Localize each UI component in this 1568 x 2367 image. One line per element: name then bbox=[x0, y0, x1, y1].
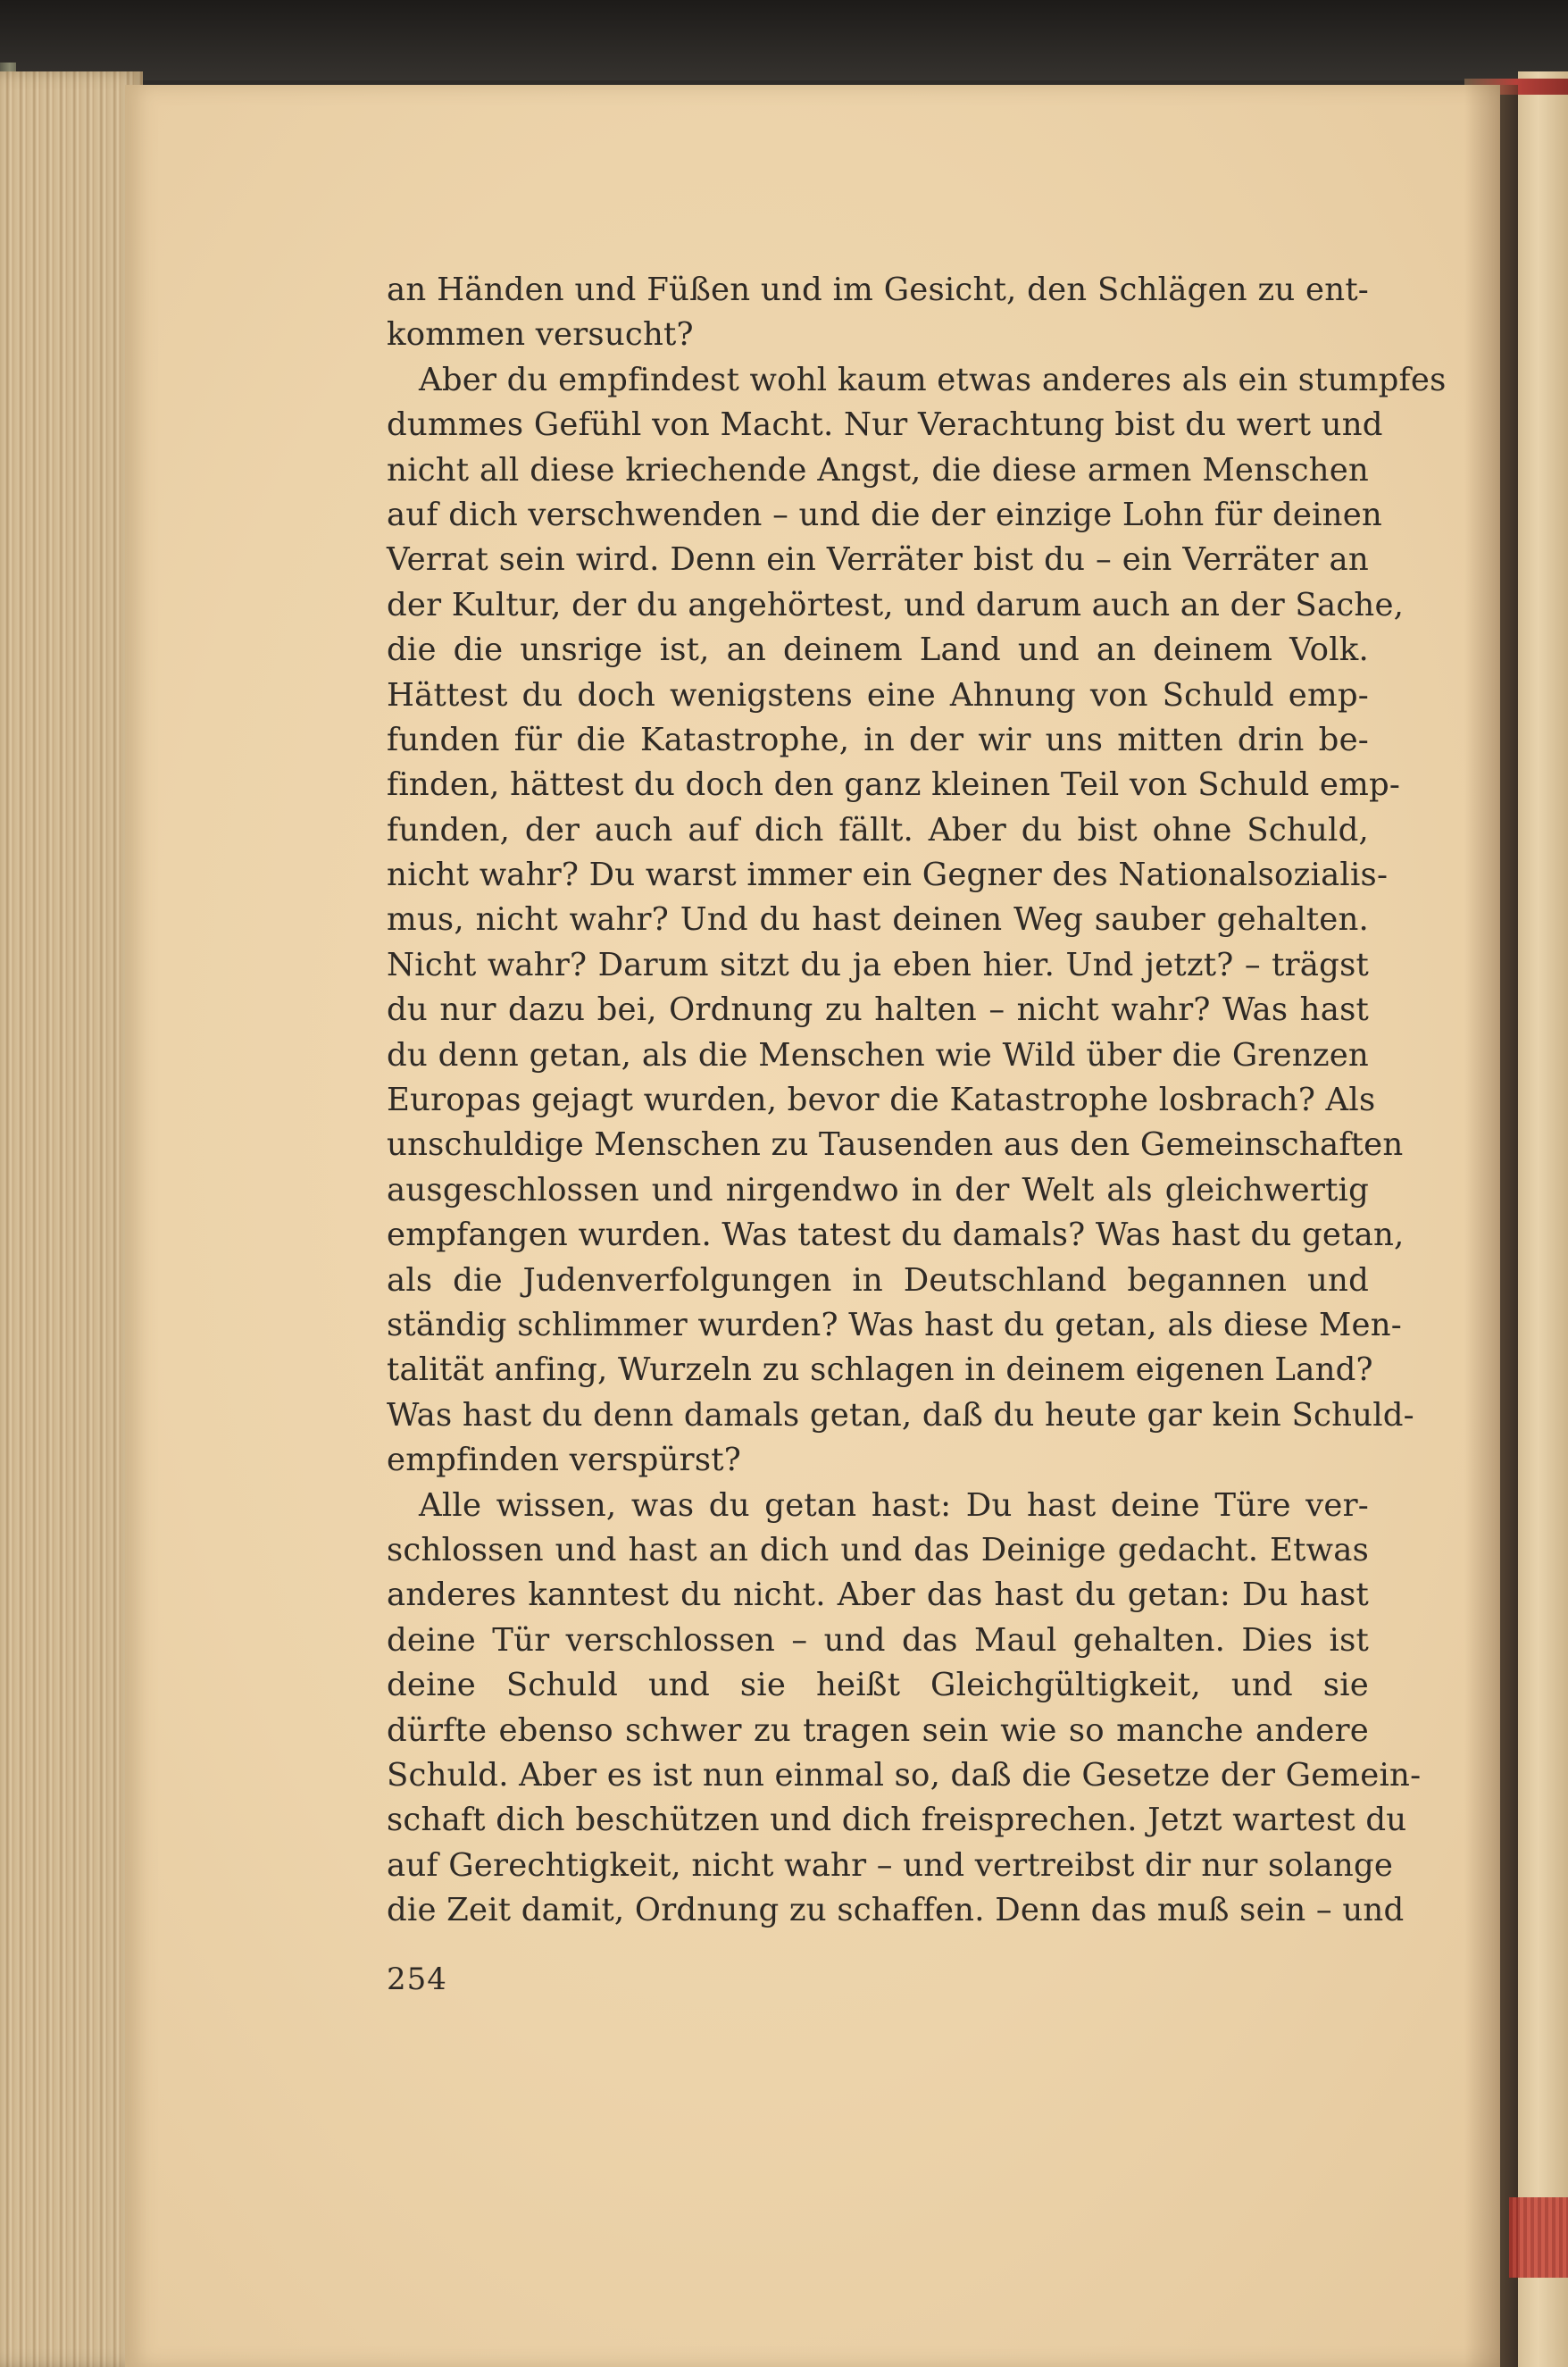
text-line: finden, hättest du doch den ganz kleinen Teil von Schuld emp- bbox=[387, 766, 1401, 804]
text-line: ständig schlimmer wurden? Was hast du getan, als diese Men- bbox=[387, 1306, 1402, 1343]
text-line: dummes Gefühl von Macht. Nur Verachtung bist du wert und bbox=[387, 406, 1383, 444]
text-line: Hättest du doch wenigstens eine Ahnung von Schuld emp- bbox=[387, 676, 1369, 714]
text-line: dürfte ebenso schwer zu tragen sein wie so manche andere bbox=[387, 1711, 1369, 1749]
text-line: die Zeit damit, Ordnung zu schaffen. Denn das muß sein – und bbox=[387, 1892, 1405, 1929]
text-line: auf Gerechtigkeit, nicht wahr – und vertreibst dir nur solange bbox=[387, 1846, 1394, 1884]
scanner-background bbox=[0, 0, 1568, 80]
page-edges bbox=[0, 71, 143, 2367]
text-line: kommen versucht? bbox=[387, 316, 694, 354]
text-line: schlossen und hast an dich und das Deinige gedacht. Etwas bbox=[387, 1531, 1369, 1568]
text-line: als die Judenverfolgungen in Deutschland begannen und bbox=[387, 1261, 1369, 1299]
text-line: der Kultur, der du angehörtest, und darum auch an der Sache, bbox=[387, 586, 1405, 623]
page-gutter bbox=[1464, 85, 1518, 2367]
text-line: Schuld. Aber es ist nun einmal so, daß die Gesetze der Gemein- bbox=[387, 1756, 1422, 1794]
text-line: Verrat sein wird. Denn ein Verräter bist du – ein Verräter an bbox=[387, 541, 1369, 579]
body-text bbox=[387, 268, 1447, 1933]
facing-page-edge bbox=[1518, 71, 1568, 2367]
text-line: du denn getan, als die Menschen wie Wild über die Grenzen bbox=[387, 1036, 1369, 1074]
text-line: nicht wahr? Du warst immer ein Gegner des Nationalsozialis- bbox=[387, 857, 1389, 894]
text-line: empfangen wurden. Was tatest du damals? Was hast du getan, bbox=[387, 1217, 1405, 1254]
text-line: die die unsrige ist, an deinem Land und an deinem Volk. bbox=[387, 631, 1369, 669]
text-line: du nur dazu bei, Ordnung zu halten – nicht wahr? Was hast bbox=[387, 991, 1369, 1029]
text-line: deine Tür verschlossen – und das Maul gehalten. Dies ist bbox=[387, 1621, 1369, 1659]
text-line: Europas gejagt wurden, bevor die Katastrophe losbrach? Als bbox=[387, 1082, 1376, 1119]
page-number: 254 bbox=[387, 1961, 447, 1997]
text-line: Aber du empfindest wohl kaum etwas anderes als ein stumpfes bbox=[419, 361, 1447, 398]
text-line: ausgeschlossen und nirgendwo in der Welt als gleichwertig bbox=[387, 1171, 1369, 1209]
text-line: mus, nicht wahr? Und du hast deinen Weg sauber gehalten. bbox=[387, 901, 1369, 939]
text-line: nicht all diese kriechende Angst, die diese armen Menschen bbox=[387, 451, 1369, 489]
text-line: funden für die Katastrophe, in der wir uns mitten drin be- bbox=[387, 721, 1369, 758]
binding-thread bbox=[1509, 2197, 1568, 2278]
text-line: funden, der auch auf dich fällt. Aber du bist ohne Schuld, bbox=[387, 811, 1369, 849]
text-line: deine Schuld und sie heißt Gleichgültigkeit, und sie bbox=[387, 1667, 1369, 1704]
text-line: schaft dich beschützen und dich freisprechen. Jetzt wartest du bbox=[387, 1802, 1407, 1839]
text-line: Nicht wahr? Darum sitzt du ja eben hier. Und jetzt? – trägst bbox=[387, 946, 1369, 983]
text-line: unschuldige Menschen zu Tausenden aus den Gemeinschaften bbox=[387, 1126, 1404, 1164]
text-line: anderes kanntest du nicht. Aber das hast du getan: Du hast bbox=[387, 1577, 1369, 1614]
text-line: Alle wissen, was du getan hast: Du hast deine Türe ver- bbox=[419, 1486, 1369, 1524]
text-line: Was hast du denn damals getan, daß du heute gar kein Schuld- bbox=[387, 1396, 1414, 1434]
text-line: talität anfing, Wurzeln zu schlagen in deinem eigenen Land? bbox=[387, 1351, 1373, 1389]
text-line: auf dich verschwenden – und die der einzige Lohn für deinen bbox=[387, 496, 1382, 533]
text-line: empfinden verspürst? bbox=[387, 1442, 741, 1479]
text-line: an Händen und Füßen und im Gesicht, den Schlägen zu ent- bbox=[387, 272, 1369, 308]
